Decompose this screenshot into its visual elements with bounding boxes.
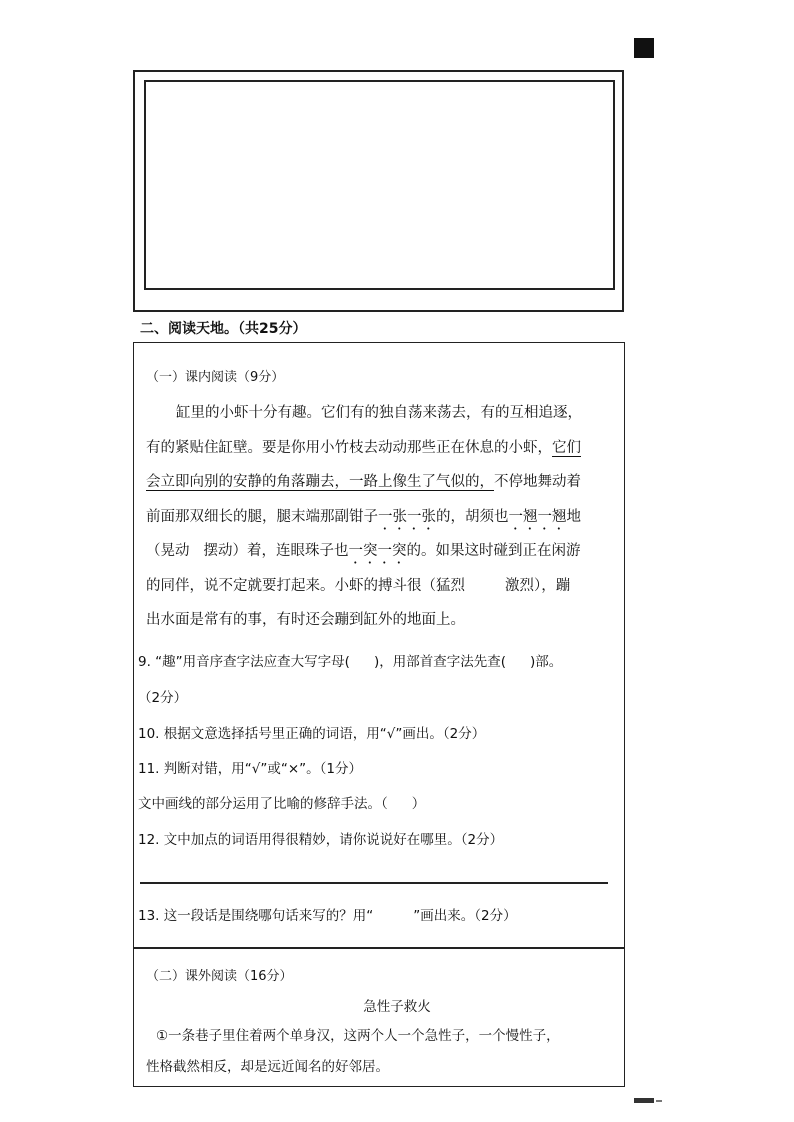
passage-text: 的。如果这时碰到正在闲游: [406, 543, 581, 559]
registration-mark-bottom-tail: [656, 1100, 662, 1102]
writing-answer-area[interactable]: [144, 80, 615, 290]
dotted-word: 一突一突: [348, 543, 407, 559]
word-choice[interactable]: 摆动）着，连眼珠子也: [203, 543, 349, 559]
question-text: ”画出来。（2分）: [413, 908, 517, 924]
dotted-word: 一张一张: [378, 508, 436, 525]
wavy-line-symbol: [373, 908, 413, 924]
passage-text: 不停地舞动着: [494, 474, 581, 490]
question-text: )，用部首查字法先查(: [373, 654, 506, 670]
question-11-statement: [138, 792, 425, 812]
dotted-word: 一翘一翘: [508, 508, 567, 525]
passage-text: 前面那双细长的腿，腿末端那副钳子: [146, 508, 378, 525]
question-text: 文中画线的部分运用了比喻的修辞手法。（: [138, 796, 388, 812]
word-choice[interactable]: 的同伴，说不定就要打起来。小虾的搏斗很（猛烈: [146, 577, 465, 594]
passage-line: [146, 396, 606, 431]
answer-line[interactable]: [140, 882, 608, 884]
story-title: 急性子救火: [363, 999, 431, 1015]
question-text: 9. “趣”用音序查字法应查大写字母(: [138, 654, 350, 670]
passage-line: [146, 569, 606, 604]
passage-text: 缸里的小虾十分有趣。它们有的独自荡来荡去，有的互相追逐，: [176, 405, 582, 421]
registration-mark-bottom: [634, 1098, 654, 1103]
passage-line: [146, 465, 606, 500]
word-choice[interactable]: 激烈），蹦: [505, 577, 571, 594]
passage-line: [146, 500, 606, 535]
section-heading: 二、阅读天地。（共25分）: [140, 321, 307, 337]
passage-line: [146, 603, 606, 638]
passage-line: [146, 431, 606, 466]
question-text: 13. 这一段话是围绕哪句话来写的？用“: [138, 908, 374, 924]
part2-heading: （二）课外阅读（16分）: [146, 969, 293, 984]
passage-line: [146, 534, 606, 569]
part1-heading: （一）课内阅读（9分）: [146, 370, 285, 385]
word-choice[interactable]: （晃动: [146, 543, 190, 559]
story-paragraph-line: 性格截然相反，却是远近闻名的好邻居。: [146, 1059, 389, 1075]
passage-text: 地: [566, 508, 581, 525]
underlined-text: 会立即向别的安静的角落蹦去，一路上像生了气似的，: [146, 474, 494, 490]
registration-mark: [634, 38, 654, 58]
reading-passage: [146, 396, 606, 638]
story-paragraph-line: ①一条巷子里住着两个单身汉，这两个人一个急性子，一个慢性子，: [156, 1028, 560, 1044]
passage-text: 的，胡须也: [436, 508, 509, 525]
question-text: ）: [411, 796, 426, 812]
passage-text: 出水面是常有的事，有时还会蹦到缸外的地面上。: [146, 612, 465, 628]
question-13: [138, 904, 517, 924]
underlined-text: 它们: [552, 439, 581, 456]
question-11: 11. 判断对错，用“√”或“×”。（1分）: [138, 761, 362, 777]
passage-text: 有的紧贴住缸壁。要是你用小竹枝去动动那些正在休息的小虾，: [146, 439, 552, 456]
question-9-score: （2分）: [138, 690, 188, 706]
question-10: 10. 根据文意选择括号里正确的词语，用“√”画出。（2分）: [138, 726, 486, 742]
question-9: [138, 650, 562, 670]
question-text: )部。: [529, 654, 563, 670]
question-12: 12. 文中加点的词语用得很精妙，请你说说好在哪里。（2分）: [138, 832, 504, 848]
